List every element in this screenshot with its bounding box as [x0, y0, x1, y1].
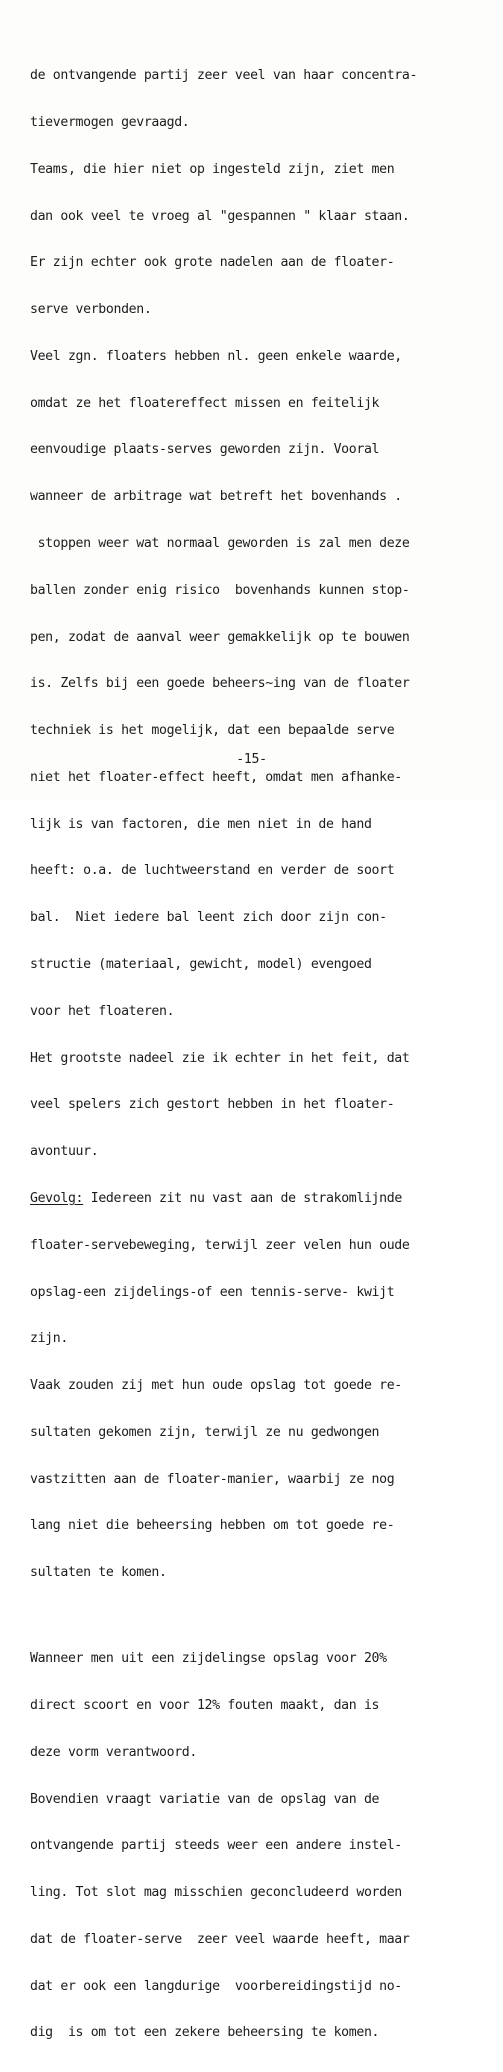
- text-line: Veel zgn. floaters hebben nl. geen enkele waarde,: [30, 348, 402, 364]
- text-line: Wanneer men uit een zijdelingse opslag voor 20%: [30, 1651, 387, 1667]
- page-number: -15-: [236, 752, 267, 767]
- text-line: bal. Niet iedere bal leent zich door zijn con-: [30, 910, 387, 926]
- body-text: [30, 37, 495, 2072]
- text-line: de ontvangende partij zeer veel van haar concentra-: [30, 68, 418, 84]
- text-line: sultaten te komen.: [30, 1565, 167, 1581]
- text-line: heeft: o.a. de luchtweerstand en verder de soort: [30, 863, 395, 879]
- text-line: structie (materiaal, gewicht, model) evengoed: [30, 957, 372, 973]
- text-line: opslag-een zijdelings-of een tennis-serve- kwijt: [30, 1284, 395, 1300]
- text-line: serve verbonden.: [30, 302, 152, 318]
- text-line: omdat ze het floatereffect missen en feitelijk: [30, 395, 380, 411]
- paragraph-gap: [30, 1612, 495, 1620]
- text-line: lang niet die beheersing hebben om tot goede re-: [30, 1518, 395, 1534]
- text-line: Vaak zouden zij met hun oude opslag tot goede re-: [30, 1378, 402, 1394]
- text-line: voor het floateren.: [30, 1003, 175, 1019]
- text-line: ballen zonder enig risico bovenhands kunnen stop-: [30, 582, 410, 598]
- gevolg-label: Gevolg:: [30, 1190, 84, 1206]
- text-line: deze vorm verantwoord.: [30, 1744, 197, 1760]
- text-line: eenvoudige plaats-serves geworden zijn. Vooral: [30, 442, 380, 458]
- text-line-gevolg: [30, 1191, 495, 1207]
- text-line: stoppen weer wat normaal geworden is zal men deze: [30, 536, 410, 551]
- text-line: wanneer de arbitrage wat betreft het bovenhands .: [30, 489, 402, 505]
- text-line: Bovendien vraagt variatie van de opslag van de: [30, 1791, 380, 1807]
- text-line: avontuur.: [30, 1144, 99, 1160]
- text-line: is. Zelfs bij een goede beheers~ing van de floater: [30, 676, 410, 692]
- text-line: tievermogen gevraagd.: [30, 114, 190, 130]
- text-line: ontvangende partij steeds weer een andere instel-: [30, 1838, 402, 1854]
- text-line: techniek is het mogelijk, dat een bepaalde serve: [30, 723, 395, 739]
- text-line: vastzitten aan de floater-manier, waarbij ze nog: [30, 1471, 395, 1487]
- text-line: lijk is van factoren, die men niet in de hand: [30, 816, 372, 832]
- text-line: ling. Tot slot mag misschien geconcludeerd worden: [30, 1885, 402, 1901]
- text-line: dat de floater-serve zeer veel waarde heeft, maar: [30, 1931, 410, 1947]
- text-line: Het grootste nadeel zie ik echter in het feit, dat: [30, 1050, 410, 1066]
- text-line: Er zijn echter ook grote nadelen aan de floater-: [30, 255, 395, 271]
- text-line: zijn.: [30, 1331, 68, 1347]
- text-line: sultaten gekomen zijn, terwijl ze nu gedwongen: [30, 1424, 380, 1440]
- text-line: dat er ook een langdurige voorbereidingstijd no-: [30, 1978, 402, 1994]
- text-line: Iedereen zit nu vast aan de strakomlijnde: [90, 1190, 402, 1206]
- text-line: dan ook veel te vroeg al "gespannen " klaar staan.: [30, 208, 410, 224]
- text-line: pen, zodat de aanval weer gemakkelijk op te bouwen: [30, 629, 410, 645]
- text-line: direct scoort en voor 12% fouten maakt, dan is: [30, 1697, 380, 1713]
- text-line: Teams, die hier niet op ingesteld zijn, ziet men: [30, 161, 395, 177]
- text-line: niet het floater-effect heeft, omdat men afhanke-: [30, 769, 402, 785]
- text-line: dig is om tot een zekere beheersing te komen.: [30, 2025, 380, 2041]
- text-line: veel spelers zich gestort hebben in het floater-: [30, 1097, 395, 1113]
- text-line: floater-servebeweging, terwijl zeer velen hun oude: [30, 1237, 410, 1253]
